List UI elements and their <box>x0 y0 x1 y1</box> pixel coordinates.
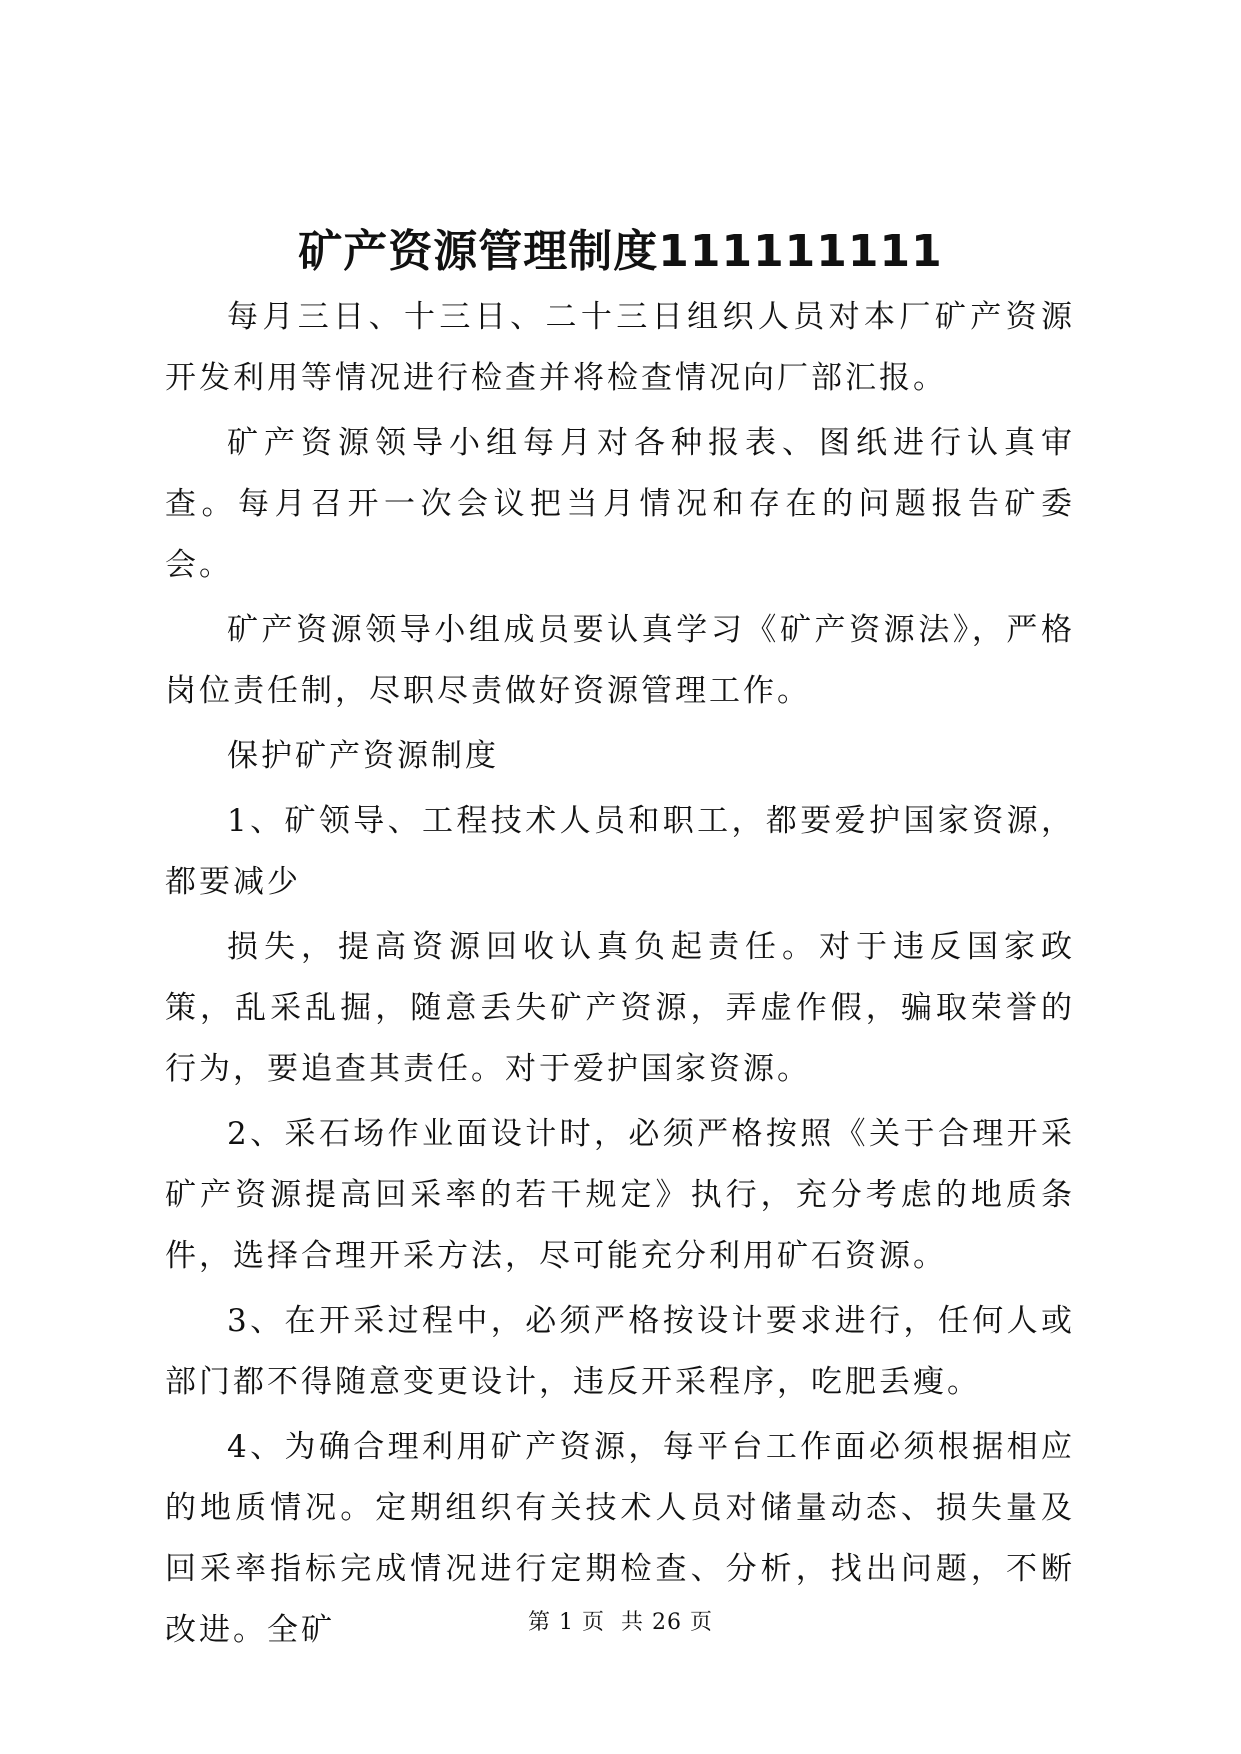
paragraph-item-2: 2、采石场作业面设计时，必须严格按照《关于合理开采矿产资源提高回采率的若干规定》执行，充分考虑的地质条件，选择合理开采方法，尽可能充分利用矿石资源。 <box>165 1116 1075 1274</box>
paragraph-study-law: 矿产资源领导小组成员要认真学习《矿产资源法》，严格岗位责任制，尽职尽责做好资源管理工作。 <box>165 612 1075 709</box>
paragraph-item-1-continued: 损失，提高资源回收认真负起责任。对于违反国家政策，乱采乱掘，随意丢失矿产资源，弄虚作假，骗取荣誉的行为，要追查其责任。对于爱护国家资源。 <box>165 929 1075 1087</box>
document-title: 矿产资源管理制度111111111 <box>298 226 943 277</box>
paragraph-inspection-schedule: 每月三日、十三日、二十三日组织人员对本厂矿产资源开发利用等情况进行检查并将检查情况向厂部汇报。 <box>165 299 1075 396</box>
paragraph-item-4: 4、为确合理利用矿产资源，每平台工作面必须根据相应的地质情况。定期组织有关技术人员对储量动态、损失量及回采率指标完成情况进行定期检查、分析，找出问题，不断改进。全矿 <box>165 1429 1075 1648</box>
page-indicator: 第 1 页 共 26 页 <box>528 1610 713 1635</box>
paragraph-monthly-review: 矿产资源领导小组每月对各种报表、图纸进行认真审查。每月召开一次会议把当月情况和存在的问题报告矿委会。 <box>165 425 1075 583</box>
section-heading-protection: 保护矿产资源制度 <box>227 738 499 774</box>
paragraph-item-1: 1、矿领导、工程技术人员和职工，都要爱护国家资源，都要减少 <box>165 803 1075 900</box>
document-body <box>165 287 1075 1665</box>
paragraph-item-3: 3、在开采过程中，必须严格按设计要求进行，任何人或部门都不得随意变更设计，违反开采程序，吃肥丢瘦。 <box>165 1303 1075 1400</box>
